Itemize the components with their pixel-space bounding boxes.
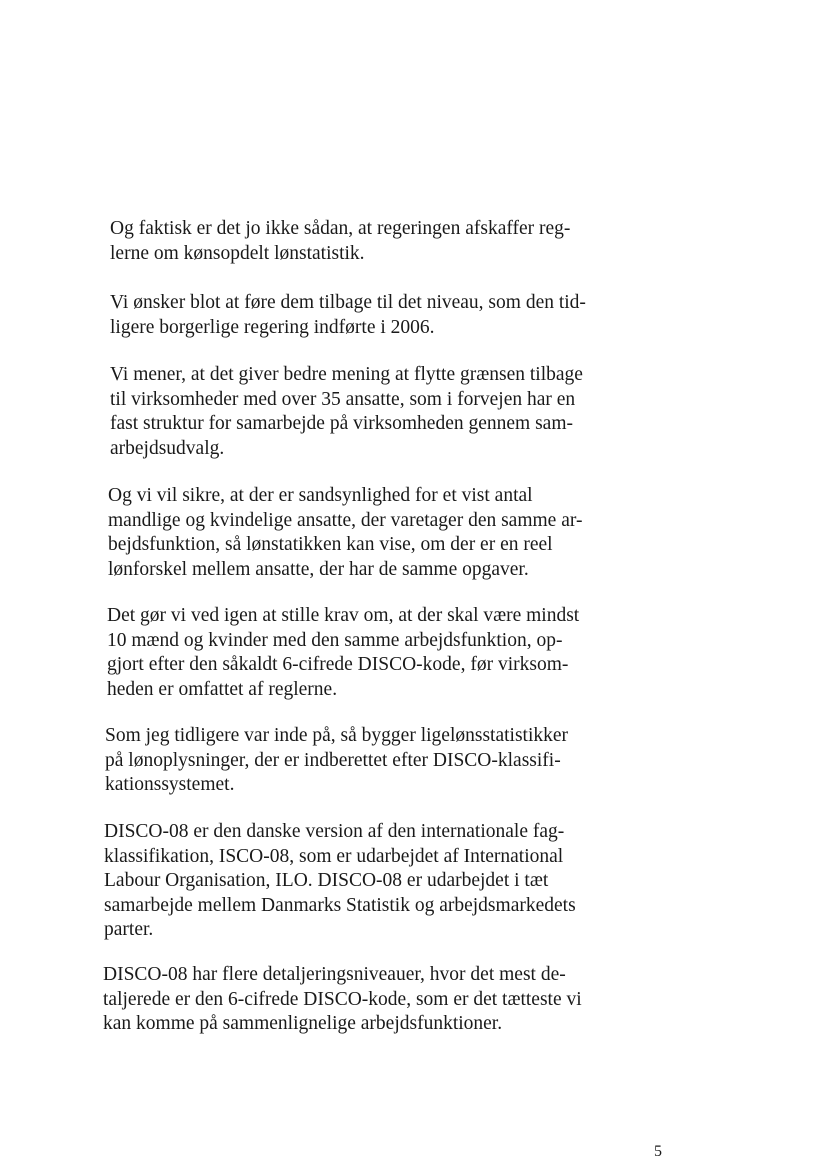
paragraph-line: Labour Organisation, ILO. DISCO-08 er udarbejdet i tæt (104, 870, 549, 891)
paragraph-line: lerne om kønsopdelt lønstatistik. (110, 242, 365, 264)
paragraph-4 (108, 484, 582, 582)
paragraph-3 (110, 363, 583, 461)
paragraph-6 (105, 724, 568, 798)
paragraph-line: DISCO-08 er den danske version af den internationale fag- (104, 821, 565, 842)
paragraph-line: gjort efter den såkaldt 6-cifrede DISCO-kode, før virksom- (107, 654, 569, 675)
paragraph-line: kationssystemet. (105, 774, 235, 795)
paragraph-line: kan komme på sammenlignelige arbejdsfunktioner. (103, 1013, 503, 1034)
paragraph-line: bejdsfunktion, så lønstatikken kan vise, om der er en reel (108, 534, 553, 555)
paragraph-line: ligere borgerlige regering indførte i 2006. (110, 316, 435, 338)
paragraph-2 (110, 291, 586, 340)
paragraph-line: Og faktisk er det jo ikke sådan, at regeringen afskaffer reg- (110, 218, 571, 239)
paragraph-line: 10 mænd og kvinder med den samme arbejdsfunktion, op- (107, 629, 563, 651)
paragraph-1 (110, 217, 570, 266)
page-number: 5 (654, 1143, 662, 1160)
paragraph-line: Vi mener, at det giver bedre mening at flytte grænsen tilbage (110, 364, 583, 385)
paragraph-line: Og vi vil sikre, at der er sandsynlighed for et vist antal (108, 485, 533, 506)
paragraph-line: samarbejde mellem Danmarks Statistik og arbejdsmarkedets (104, 894, 576, 916)
paragraph-line: heden er omfattet af reglerne. (107, 678, 338, 700)
paragraph-line: arbejdsudvalg. (110, 437, 225, 459)
paragraph-line: til virksomheder med over 35 ansatte, som i forvejen har en (110, 388, 576, 410)
paragraph-line: Det gør vi ved igen at stille krav om, at der skal være mindst (107, 605, 580, 626)
paragraph-line: på lønoplysninger, der er indberettet efter DISCO-klassifi- (105, 749, 561, 771)
paragraph-line: Som jeg tidligere var inde på, så bygger ligelønsstatistikker (105, 725, 569, 746)
paragraph-line: lønforskel mellem ansatte, der har de samme opgaver. (108, 558, 529, 580)
paragraph-line: Vi ønsker blot at føre dem tilbage til det niveau, som den tid- (110, 292, 586, 313)
paragraph-line: klassifikation, ISCO-08, som er udarbejdet af International (104, 845, 564, 867)
paragraph-line: DISCO-08 har flere detaljeringsniveauer, hvor det mest de- (103, 964, 566, 985)
paragraph-7 (104, 820, 576, 943)
paragraph-5 (107, 604, 579, 702)
paragraph-8 (103, 963, 582, 1037)
paragraph-line: fast struktur for samarbejde på virksomheden gennem sam- (110, 413, 573, 434)
paragraph-line: mandlige og kvindelige ansatte, der varetager den samme ar- (108, 509, 583, 531)
paragraph-line: taljerede er den 6-cifrede DISCO-kode, som er det tætteste vi (103, 988, 582, 1010)
paragraph-line: parter. (104, 919, 154, 940)
